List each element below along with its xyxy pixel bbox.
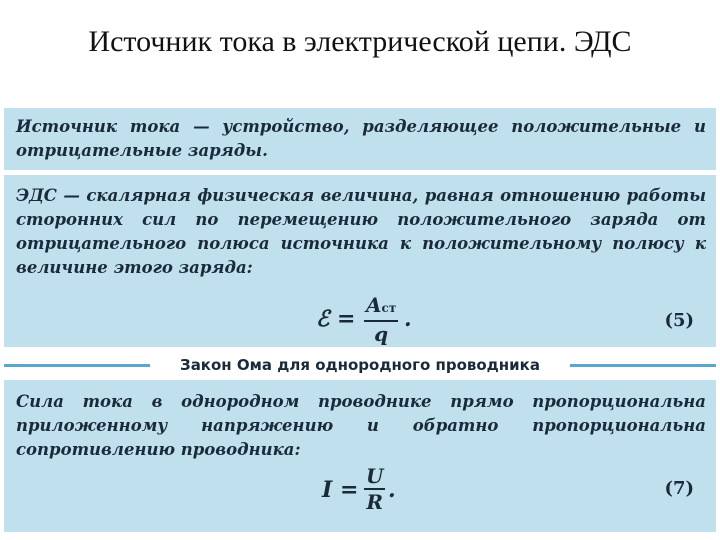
ohm-formula-fraction (364, 464, 385, 514)
current-source-definition-panel (4, 108, 716, 170)
emf-definition-panel (4, 175, 716, 347)
emf-formula-denominator: q (374, 322, 389, 346)
ohm-formula-period: . (388, 477, 396, 503)
emf-formula-subscript: ст (381, 301, 397, 315)
ohm-formula-numerator: U (366, 464, 384, 488)
ohm-law-heading: Закон Ома для однородного проводника (180, 356, 540, 374)
emf-definition-text: ЭДС — скалярная физическая величина, равная отношению работы сторонних сил по перемещению положительного заряда от отрицательного полюса источника к положительному полюсу к величине этого заряда: (16, 186, 706, 277)
emf-formula-lhs: ℰ = (316, 306, 356, 332)
ohm-law-text: Сила тока в однородном проводнике прямо пропорциональна приложенному напряжению и обратно пропорциональна сопротивлению проводника: (16, 392, 706, 459)
current-source-definition-text: Источник тока — устройство, разделяющее положительные и отрицательные заряды. (16, 117, 706, 160)
equation-number-7: (7) (664, 478, 694, 499)
ohm-formula (322, 464, 412, 514)
slide-title: Источник тока в электрической цепи. ЭДС (88, 25, 632, 58)
heading-divider-left (4, 364, 150, 367)
emf-formula-period: . (404, 306, 412, 332)
emf-formula-fraction (364, 293, 398, 346)
emf-formula (316, 293, 426, 346)
heading-divider-right (570, 364, 716, 367)
emf-formula-numerator: Aст (364, 293, 398, 322)
ohm-formula-lhs: I = (322, 477, 359, 503)
ohm-law-heading-band (0, 354, 720, 376)
ohm-law-panel (4, 380, 716, 532)
ohm-formula-denominator: R (366, 490, 384, 514)
equation-number-5: (5) (664, 310, 694, 331)
